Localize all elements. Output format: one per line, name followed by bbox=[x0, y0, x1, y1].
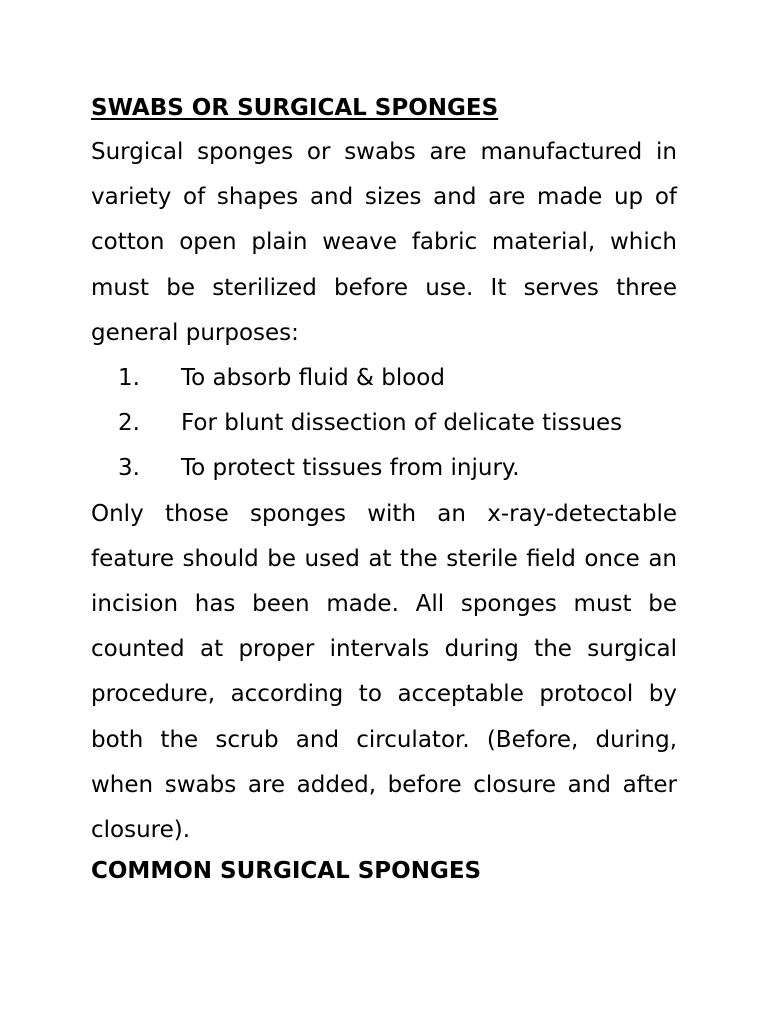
subsection-heading: COMMON SURGICAL SPONGES bbox=[91, 858, 482, 885]
section-heading: SWABS OR SURGICAL SPONGES bbox=[91, 95, 499, 121]
body-paragraph: Only those sponges with an x-ray-detectable feature should be used at the sterile field once an incision has been made. All sponges must be counted at proper intervals during the surgical procedure, according to acceptable protocol by both the scrub and circulator. (Before, during, when swabs are added, before closure and after closure). bbox=[91, 500, 677, 844]
document-page bbox=[91, 92, 677, 887]
list-item-number: 3. bbox=[118, 455, 140, 482]
list-item-text: To absorb fluid & blood bbox=[181, 365, 445, 392]
list-item bbox=[91, 446, 677, 491]
list-item bbox=[91, 356, 677, 401]
purposes-list bbox=[91, 356, 677, 492]
list-item bbox=[91, 401, 677, 446]
list-item-text: For blunt dissection of delicate tissues bbox=[181, 410, 623, 437]
list-item-number: 1. bbox=[118, 365, 140, 392]
list-item-number: 2. bbox=[118, 410, 140, 437]
intro-paragraph: Surgical sponges or swabs are manufactured in variety of shapes and sizes and are made up of cotton open plain weave fabric material, which must be sterilized before use. It serves three general purposes: bbox=[91, 139, 677, 346]
list-item-text: To protect tissues from injury. bbox=[181, 455, 520, 482]
